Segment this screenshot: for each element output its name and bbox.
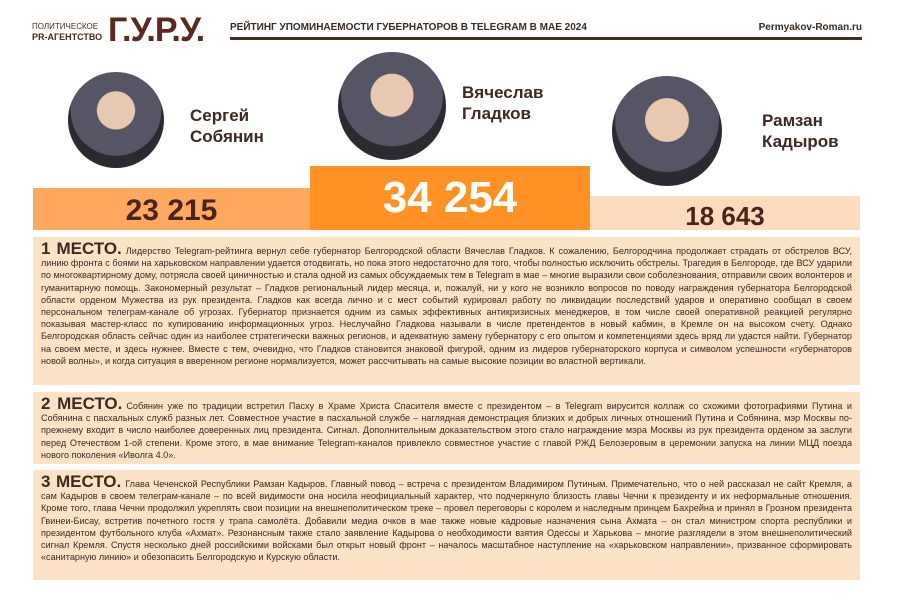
name-kadyrov: Рамзан Кадыров (762, 111, 839, 151)
count-sobyanin: 23 215 (33, 188, 310, 230)
name-gladkov: Вячеслав Гладков (462, 83, 544, 123)
place-label: 1 МЕСТО. (41, 239, 122, 258)
section-text: Глава Чеченской Республики Рамзан Кадыров. Главный повод – встреча с президентом Владимиром Путиным. Примечательно, что о ней рассказал не сайт Кремля, а сам Кадыров в своем телеграм-канале – по всей видимости она носила неофициальный характер, что подчеркнуло близость главы Чечни к президенту и их неформальные отношения. Кроме того, глава Чечни продолжил укреплять свои позиции на внешнеполитическом треке – провел переговоры с королем и наследным принцем Бахрейна и принял в Грозном президента Гвинеи-Бисау, встретив почетного гостя у трапа самолёта. Добавили медиа очков в мае также новые кадровые назначения сына Ахмата – он стал министром спорта республики и президентом футбольного клуба «Ахмат». Резонансным также стало заявление Кадырова о необходимости взятия Одессы и Харькова – многие разглядели в этом внешнеполитический сигнал Кремля. Спустя несколько дней российскими войсками был открыт новый фронт – началось масштабное наступление на «харьковском направлении», призванное сформировать «санитарную линию» и обезопасить Белгородскую и Курскую области. (41, 479, 852, 563)
place-label: 2 МЕСТО. (41, 394, 123, 413)
header (30, 12, 862, 48)
section-third-place (33, 470, 860, 580)
site-link[interactable]: Permyakov-Roman.ru (758, 22, 862, 33)
logo: Г.У.Р.У. (108, 11, 205, 49)
count-gladkov: 34 254 (310, 166, 590, 230)
section-second-place (33, 392, 860, 464)
name-sobyanin: Сергей Собянин (190, 106, 264, 146)
header-divider (230, 37, 862, 40)
section-text: Собянин уже по традиции встретил Пасху в Храме Христа Спасителя вместе с президентом – в Telegram вирусится коллаж со схожими фотографиями Путина и Собянина с пасхальных служб разных лет. Совместное участие в пасхальной службе – наглядная демонстрация близких и добрых личных отношений Путина и Собянина, мэр Москвы по-прежнему входит в число наиболее доверенных лиц президента. Сигнал. Дополнительным доказательством этого стало награждение мэра Москвы из рук президента орденом за заслуги перед Отечеством 1-ой степени. Кроме этого, в мае внимание Telegram-каналов привлекло совместное участие с главой РЖД Белозеровым в церемонии запуска на линии МЦД поезда нового поколения «Иволга 4.0». (41, 401, 852, 460)
avatar-gladkov (338, 52, 446, 160)
page-title: РЕЙТИНГ УПОМИНАЕМОСТИ ГУБЕРНАТОРОВ В TELEGRAM В МАЕ 2024 (230, 22, 587, 33)
avatar-sobyanin (68, 72, 164, 168)
section-text: Лидерство Telegram-рейтинга вернул себе губернатор Белгородской области Вячеслав Гладков. К сожалению, Белгородчина продолжает страдать от обстрелов ВСУ, линию фронта с боями на харьковском направлении удается отодвигать, но пока этого недостаточно для того, чтобы полностью исключить обстрелы. Трагедия в Белгороде, где ВСУ ударили по многоквартирному дому, потрясла своей циничностью и стала одной из самых обсуждаемых тем в Telegram в мае – многие выразили свои соболезнования, отправили своих волонтеров и гуманитарную помощь. Закономерный результат – Гладков региональный лидер месяца, и, пожалуй, ни у кого не возникло вопросов по поводу награждения губернатора Белгородской области орденом Мужества из рук президента. Гладков как всегда лично и с мест событий курировал работу по ликвидации последствий ударов и оперативно сообщал в своем персональном телеграм-канале об угрозах. Губернатор признается одним из самых эффективных антикризисных менеджеров, в том числе своей оперативной реакцией регулярно показывая мастер-класс по купированию информационных угроз. Неслучайно Гладкова называли в числе претендентов в новый кабмин, в Кремле он на высоком счету. Однако Белгородская область сейчас один из наиболее стратегически важных регионов, и адекватную замену губернатору с его опытом и компетенциями здесь вряд ли удастся найти. Губернатор на своем месте, и здесь нужнее. Вместе с тем, очевидно, что Гладков становится знаковой фигурой, одним из лидеров губернаторского корпуса и символом успешности «губернаторов новой волны», и когда ситуация в вверенном регионе нормализуется, может рассчитывать на самые высокие позиции во властной вертикали. (41, 246, 852, 366)
section-first-place (33, 237, 860, 385)
count-kadyrov: 18 643 (590, 196, 860, 230)
place-label: 3 МЕСТО. (41, 472, 122, 491)
agency-label: ПОЛИТИЧЕСКОЕ PR-АГЕНТСТВО (32, 22, 103, 42)
avatar-kadyrov (612, 76, 722, 186)
